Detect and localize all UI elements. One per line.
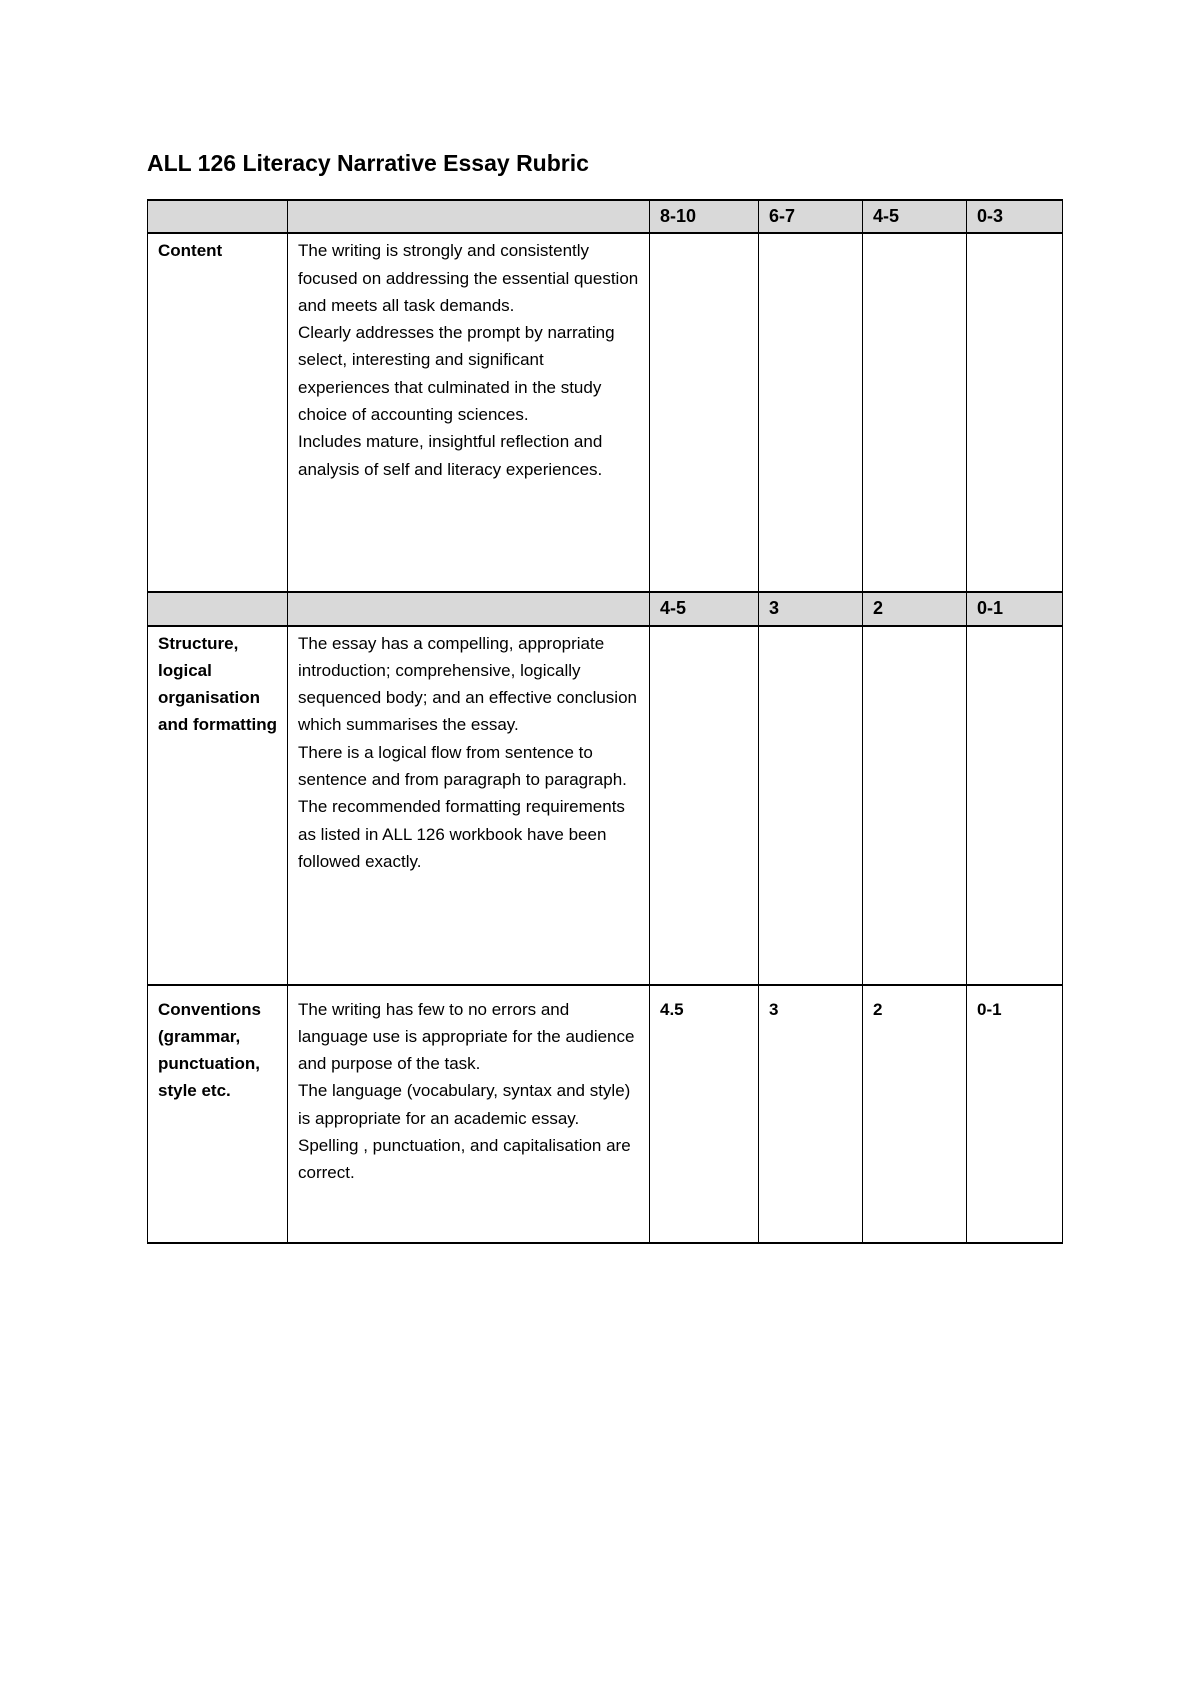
header-description-cell	[288, 200, 650, 233]
score-band: 4-5	[863, 200, 967, 233]
criterion-row-structure	[148, 626, 1063, 985]
criterion-row-conventions	[148, 985, 1063, 1243]
score-cell	[967, 626, 1063, 985]
score-band: 0-3	[967, 200, 1063, 233]
score-cell: 2	[863, 985, 967, 1243]
score-band: 4-5	[650, 592, 759, 625]
description-line: Includes mature, insightful reflection and analysis of self and literacy experiences.	[298, 432, 603, 479]
criterion-description	[288, 233, 650, 592]
criterion-name: Structure, logical organisation and formatting	[148, 626, 288, 985]
score-band: 2	[863, 592, 967, 625]
score-band: 6-7	[759, 200, 863, 233]
description-line: The recommended formatting requirements as listed in ALL 126 workbook have been followed exactly.	[298, 797, 625, 871]
description-line: The writing has few to no errors and language use is appropriate for the audience and purpose of the task.	[298, 999, 635, 1074]
score-cell	[650, 626, 759, 985]
score-cell: 0-1	[967, 985, 1063, 1243]
description-line: There is a logical flow from sentence to sentence and from paragraph to paragraph.	[298, 742, 627, 790]
score-cell	[863, 233, 967, 592]
score-header-row-content	[148, 200, 1063, 233]
criterion-description	[288, 985, 650, 1243]
header-description-cell	[288, 592, 650, 625]
score-cell	[650, 233, 759, 592]
score-header-row-structure	[148, 592, 1063, 625]
rubric-title: ALL 126 Literacy Narrative Essay Rubric	[147, 150, 589, 176]
score-cell	[759, 626, 863, 985]
rubric-table	[147, 199, 1063, 1244]
header-criterion-cell	[148, 200, 288, 233]
score-band: 0-1	[967, 592, 1063, 625]
criterion-row-content	[148, 233, 1063, 592]
criterion-name: Conventions (grammar, punctuation, style etc.	[148, 985, 288, 1243]
score-cell	[967, 233, 1063, 592]
score-band: 3	[759, 592, 863, 625]
description-line: Spelling , punctuation, and capitalisation are correct.	[298, 1136, 631, 1183]
score-cell	[863, 626, 967, 985]
description-line: The essay has a compelling, appropriate introduction; comprehensive, logically sequenced body; and an effective conclusion which summarises the essay.	[298, 633, 637, 735]
score-cell: 4.5	[650, 985, 759, 1243]
description-line: The language (vocabulary, syntax and style) is appropriate for an academic essay.	[298, 1081, 631, 1128]
criterion-name: Content	[148, 233, 288, 592]
header-criterion-cell	[148, 592, 288, 625]
criterion-description	[288, 626, 650, 985]
score-band: 8-10	[650, 200, 759, 233]
description-line: Clearly addresses the prompt by narrating select, interesting and significant experiences that culminated in the study choice of accounting sciences.	[298, 323, 615, 425]
score-cell: 3	[759, 985, 863, 1243]
description-line: The writing is strongly and consistently focused on addressing the essential question and meets all task demands.	[298, 241, 639, 315]
score-cell	[759, 233, 863, 592]
